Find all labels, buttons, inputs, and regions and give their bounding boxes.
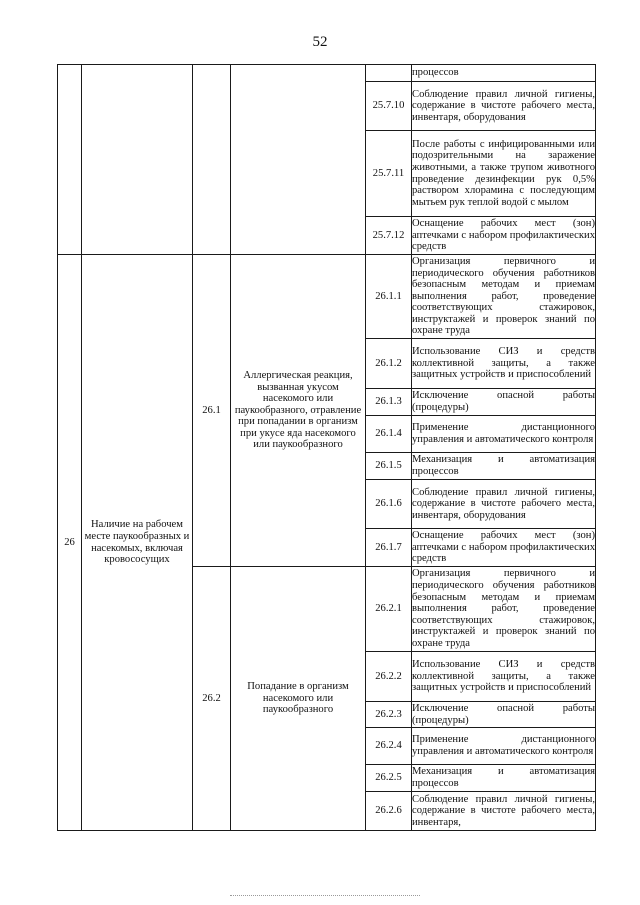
measure-text: Соблюдение правил личной гигиены, содержание в чистоте рабочего места, инвентаря, оборудования xyxy=(412,82,596,131)
measure-text: Соблюдение правил личной гигиены, содержание в чистоте рабочего места, инвентаря, xyxy=(412,792,596,831)
measure-text: Механизация и автоматизация процессов xyxy=(412,453,596,480)
measure-text: Соблюдение правил личной гигиены, содержание в чистоте рабочего места, инвентаря, оборудования xyxy=(412,480,596,529)
hazard-name: Наличие на рабочем месте паукообразных и насекомых, включая кровососущих xyxy=(82,255,193,831)
hazard-name-cell xyxy=(82,65,193,255)
measure-code: 25.7.10 xyxy=(366,82,412,131)
risk-name: Аллергическая реакция, вызванная укусом насекомого или паукообразного, отравление при попадании в организм при укусе яда насекомого или паукообразного xyxy=(231,255,366,567)
risk-code: 26.2 xyxy=(193,567,231,831)
risk-name: Попадание в организм насекомого или паукообразного xyxy=(231,567,366,831)
measure-code: 26.1.3 xyxy=(366,389,412,416)
risk-code: 26.1 xyxy=(193,255,231,567)
measure-text: Исключение опасной работы (процедуры) xyxy=(412,389,596,416)
measure-code: 26.2.4 xyxy=(366,728,412,765)
hazard-number: 26 xyxy=(58,255,82,831)
measure-code: 25.7.12 xyxy=(366,217,412,255)
measure-code: 26.1.7 xyxy=(366,529,412,567)
measure-code: 26.1.4 xyxy=(366,416,412,453)
measure-text: Организация первичного и периодического обучения работников безопасным методам и приемам выполнения работ, проведение соответствующих стажировок, инструктажей и проверок знаний по охране труда xyxy=(412,567,596,652)
scan-artifact-line xyxy=(230,895,420,897)
measure-code: 25.7.11 xyxy=(366,131,412,217)
measure-text: Применение дистанционного управления и автоматического контроля xyxy=(412,416,596,453)
measure-code: 26.1.1 xyxy=(366,255,412,339)
measure-text: Использование СИЗ и средств коллективной защиты, а также защитных устройств и приспособлений xyxy=(412,652,596,702)
measure-code xyxy=(366,65,412,82)
measure-code: 26.2.5 xyxy=(366,765,412,792)
measure-text: Механизация и автоматизация процессов xyxy=(412,765,596,792)
measure-text: Оснащение рабочих мест (зон) аптечками с набором профилактических средств xyxy=(412,529,596,567)
measure-text: Оснащение рабочих мест (зон) аптечками с набором профилактических средств xyxy=(412,217,596,255)
hazard-number-cell xyxy=(58,65,82,255)
risk-number-cell xyxy=(193,65,231,255)
measure-code: 26.1.6 xyxy=(366,480,412,529)
measure-text: Использование СИЗ и средств коллективной защиты, а также защитных устройств и приспособлений xyxy=(412,339,596,389)
page-number: 52 xyxy=(312,34,328,50)
measure-text: Применение дистанционного управления и автоматического контроля xyxy=(412,728,596,765)
measure-code: 26.2.3 xyxy=(366,702,412,728)
hazard-measures-table xyxy=(57,64,596,831)
measure-text: После работы с инфицированными или подозрительными на заражение животными, а также трупом животного проведение дезинфекции рук 0,5% раствором хлорамина с последующим мытьем рук теплой водой с мылом xyxy=(412,131,596,217)
measure-code: 26.2.2 xyxy=(366,652,412,702)
measure-text: процессов xyxy=(412,65,596,82)
measure-text: Организация первичного и периодического обучения работников безопасным методам и приемам выполнения работ, проведение соответствующих стажировок, инструктажей и проверок знаний по охране труда xyxy=(412,255,596,339)
table-row xyxy=(58,255,596,339)
risk-name-cell xyxy=(231,65,366,255)
measure-code: 26.1.2 xyxy=(366,339,412,389)
measure-code: 26.2.1 xyxy=(366,567,412,652)
measure-code: 26.1.5 xyxy=(366,453,412,480)
measure-code: 26.2.6 xyxy=(366,792,412,831)
measure-text: Исключение опасной работы (процедуры) xyxy=(412,702,595,726)
table-row xyxy=(58,65,596,82)
